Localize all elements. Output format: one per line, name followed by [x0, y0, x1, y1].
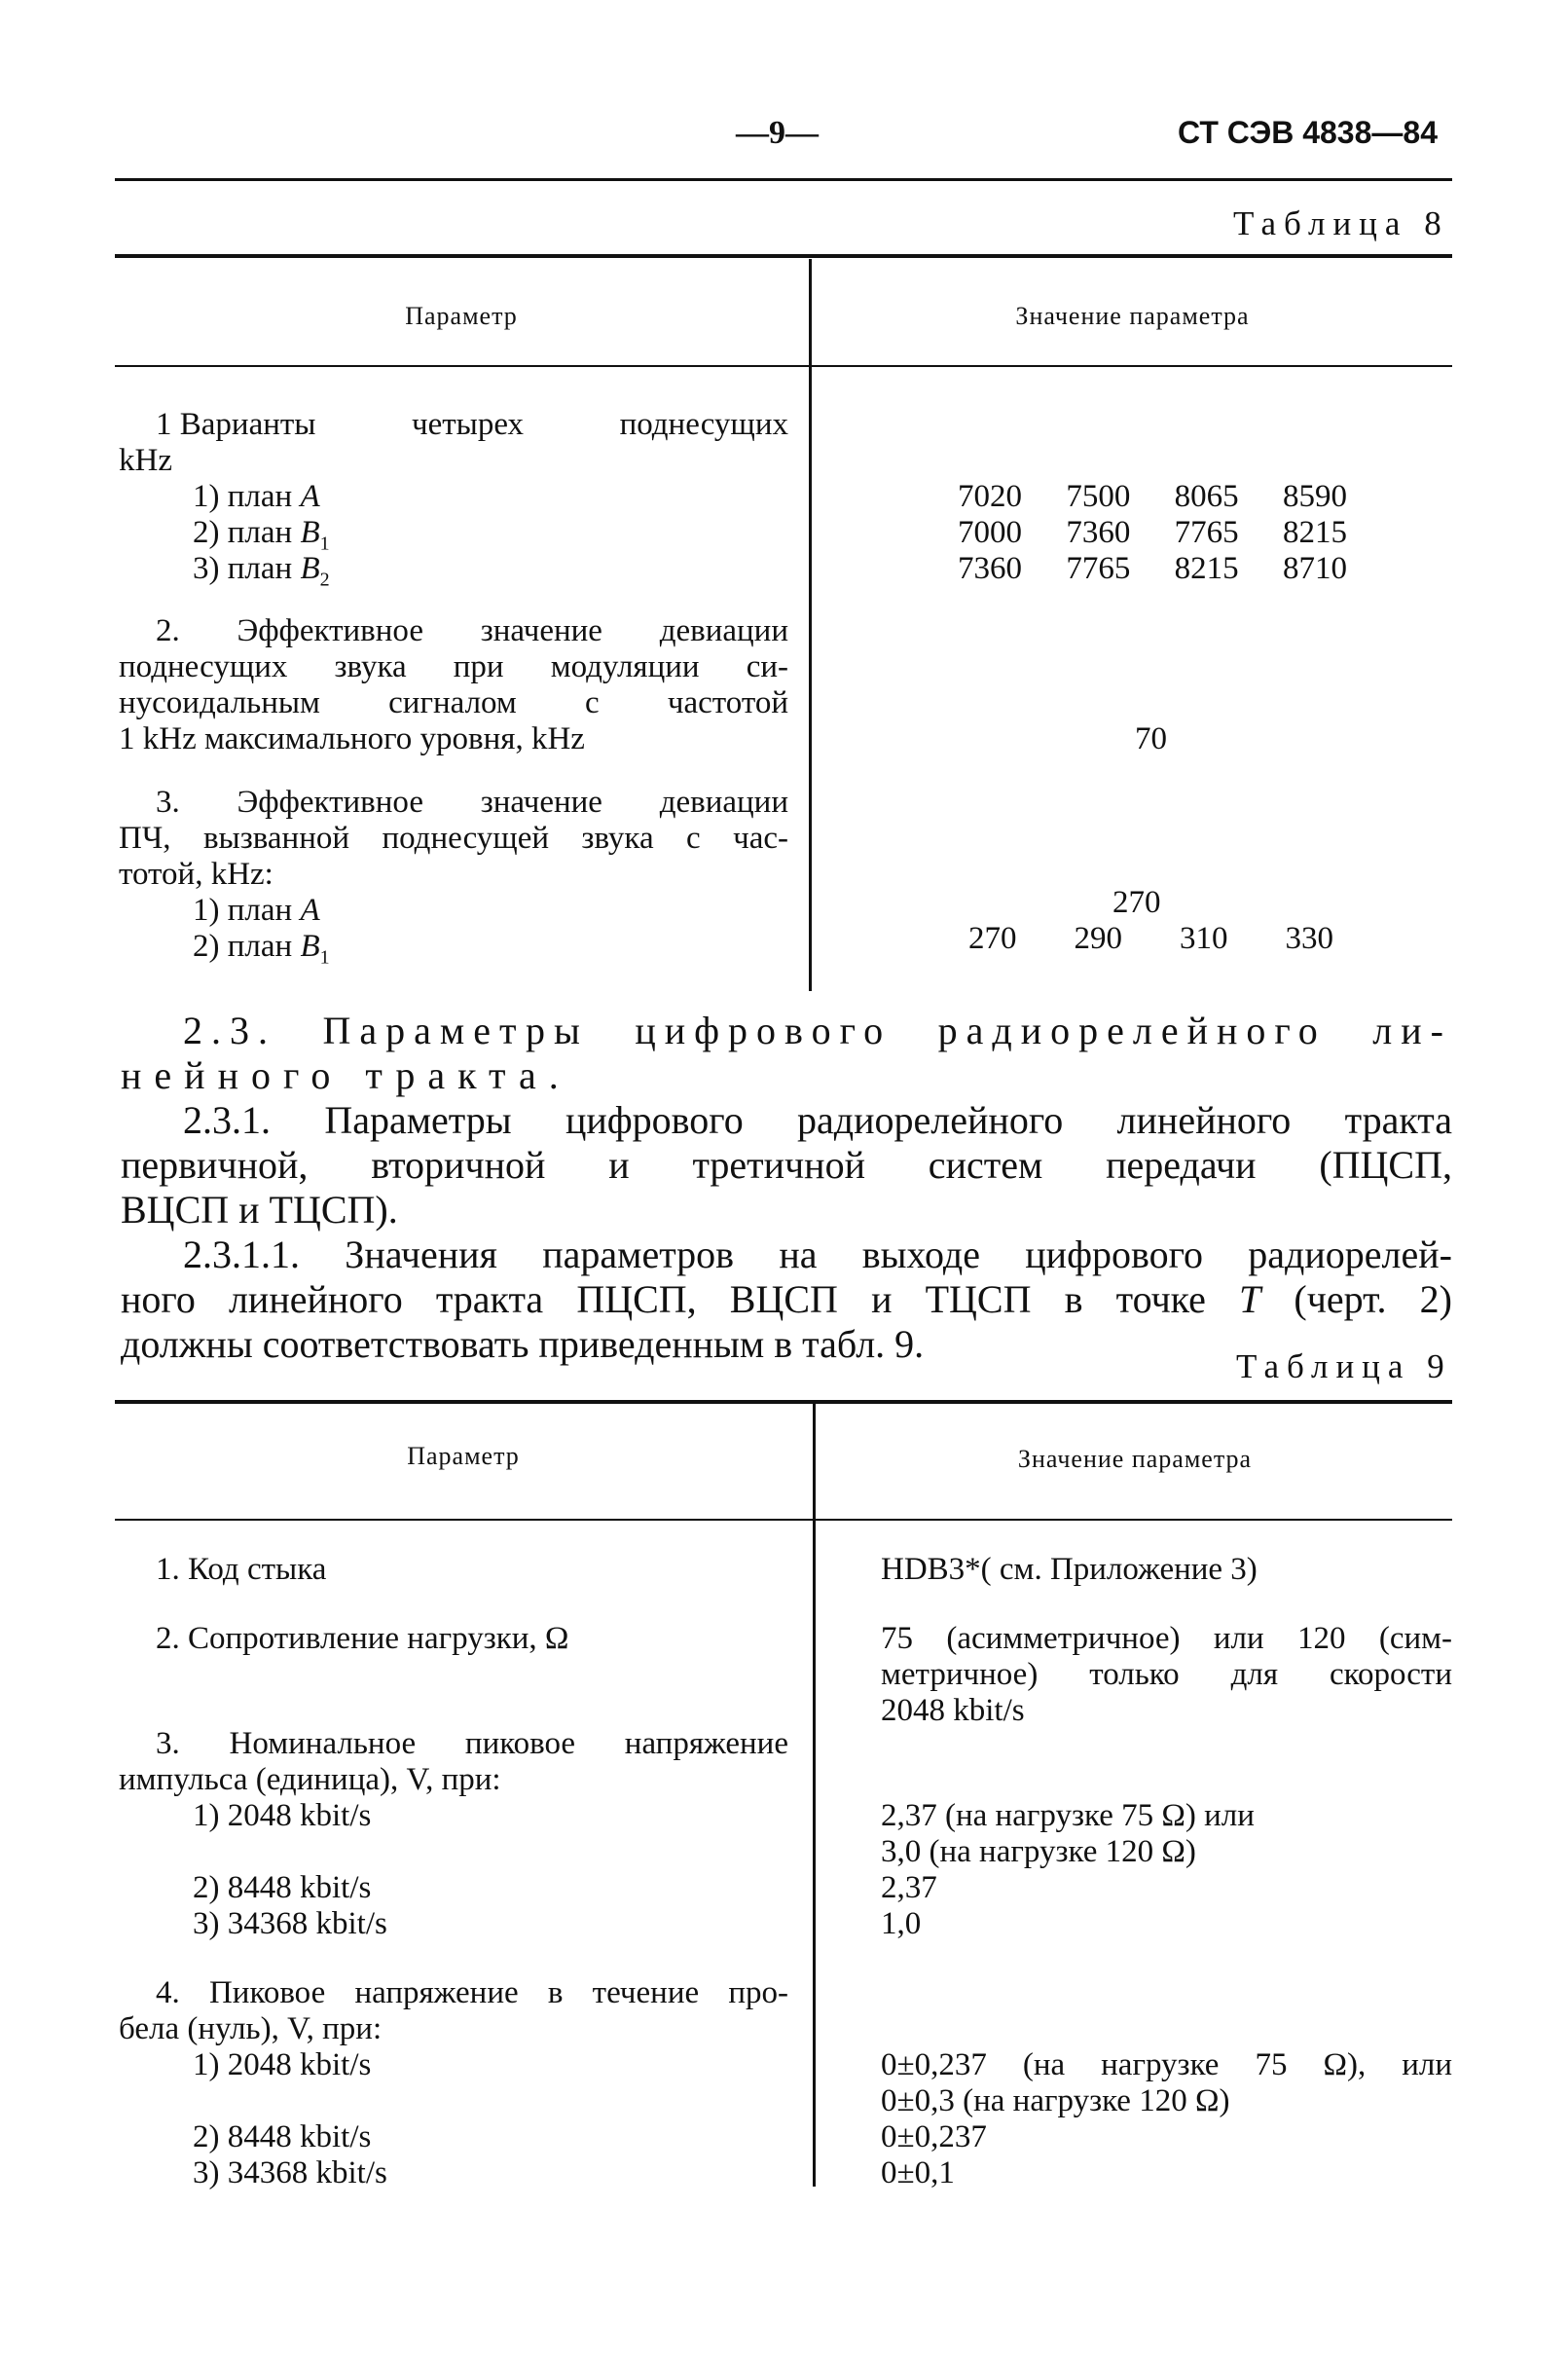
standard-number: СТ СЭВ 4838—84 — [1178, 115, 1438, 150]
table8-top-rule — [115, 254, 1452, 258]
t8-r1-plan-b2: 3) план $B_2$ — [193, 551, 330, 591]
t9-r2-value-line3: 2048 kbit/s — [881, 1693, 1025, 1728]
t8-r3-line1: 3. Эффективное значение девиации — [156, 785, 788, 820]
t8-r1-line2: kHz — [119, 443, 172, 478]
t8-r3-values-b1: 270 290 310 330 — [968, 921, 1333, 956]
table8-head-rule — [115, 365, 1452, 367]
table9-caption: Таблица 9 — [1236, 1347, 1452, 1385]
t9-r2-value-line1: 75 (асимметричное) или 120 (сим- — [881, 1621, 1452, 1656]
section-para-line2: первичной, вторичной и третичной систем передачи (ПЦСП, — [121, 1143, 1452, 1187]
section-para-line5: ного линейного тракта ПЦСП, ВЦСП и ТЦСП в точке T (черт. 2) — [121, 1277, 1452, 1321]
t9-r3-value1b: 3,0 (на нагрузке 120 Ω) — [881, 1834, 1196, 1869]
t9-r3-value3: 1,0 — [881, 1906, 922, 1941]
t9-r2-param: 2. Сопротивление нагрузки, Ω — [156, 1621, 569, 1656]
t8-r1-values-b2: 7360 7765 8215 8710 — [958, 551, 1347, 586]
t9-r4-item3: 3) 34368 kbit/s — [193, 2155, 387, 2190]
t9-r4-item2: 2) 8448 kbit/s — [193, 2119, 372, 2154]
table9-col-param: Параметр — [407, 1442, 520, 1470]
table8-caption: Таблица 8 — [1233, 204, 1449, 242]
t8-r1-word2: четырех — [411, 407, 525, 442]
section-para-line3: ВЦСП и ТЦСП). — [121, 1188, 398, 1232]
t9-r3-item1: 1) 2048 kbit/s — [193, 1798, 372, 1833]
table8-col-param: Параметр — [405, 302, 518, 330]
t8-r1-line1 — [156, 407, 788, 443]
table9-col-value: Значение параметра — [1017, 1445, 1253, 1473]
table9-top-rule — [115, 1400, 1452, 1404]
t8-r3-line3: тотой, kHz: — [119, 857, 273, 892]
t9-r3-line1: 3. Номинальное пиковое напряжение — [156, 1726, 788, 1761]
t8-r1-word3: поднесущих — [619, 407, 788, 442]
t9-r3-value2: 2,37 — [881, 1870, 937, 1905]
t8-r2-line3: нусоидальным сигналом с частотой — [119, 685, 788, 720]
table8-col-value: Значение параметра — [1015, 302, 1250, 330]
t9-r3-value1: 2,37 (на нагрузке 75 Ω) или — [881, 1798, 1255, 1833]
section-para-line6: должны соответствовать приведенным в табл. 9. — [121, 1322, 925, 1366]
section-heading-line1: 2.3. Параметры цифрового радиорелейного ли- — [183, 1009, 1452, 1052]
t8-r1-values-b1: 7000 7360 7765 8215 — [958, 515, 1347, 550]
table8-column-divider — [809, 259, 812, 991]
t8-r2-line1: 2. Эффективное значение девиации — [156, 613, 788, 648]
t9-r1-param: 1. Код стыка — [156, 1552, 327, 1587]
t9-r4-line1: 4. Пиковое напряжение в течение про- — [156, 1975, 788, 2010]
section-para-line1: 2.3.1. Параметры цифрового радиорелейного линейного тракта — [183, 1098, 1452, 1142]
t9-r4-item1: 1) 2048 kbit/s — [193, 2047, 372, 2082]
t8-r3-value-a: 270 — [1112, 885, 1161, 920]
t8-r3-plan-b1: 2) план $B_1$ — [193, 929, 330, 969]
section-heading-line2: нейного тракта. — [121, 1053, 571, 1097]
t8-r2-value: 70 — [1135, 721, 1167, 756]
section-para-line4: 2.3.1.1. Значения параметров на выходе цифрового радиорелей- — [183, 1233, 1452, 1276]
t9-r4-value3: 0±0,1 — [881, 2155, 955, 2190]
t9-r3-line2: импульса (единица), V, при: — [119, 1762, 501, 1797]
table9-head-rule — [115, 1519, 1452, 1521]
t8-r1-word1: 1 Варианты — [156, 407, 316, 442]
t9-r4-value1: 0±0,237 (на нагрузке 75 Ω), или — [881, 2047, 1452, 2082]
t8-r1-values-a: 7020 7500 8065 8590 — [958, 479, 1347, 514]
t8-r3-plan-a: 1) план A — [193, 893, 320, 928]
t9-r3-item2: 2) 8448 kbit/s — [193, 1870, 372, 1905]
header-rule — [115, 178, 1452, 181]
table9-column-divider — [813, 1404, 816, 2187]
t8-r2-line4: 1 kHz максимального уровня, kHz — [119, 721, 585, 756]
t9-r4-line2: бела (нуль), V, при: — [119, 2011, 383, 2046]
t9-r1-value: HDB3*( см. Приложение 3) — [881, 1552, 1258, 1587]
t9-r3-item3: 3) 34368 kbit/s — [193, 1906, 387, 1941]
t9-r4-value1b: 0±0,3 (на нагрузке 120 Ω) — [881, 2083, 1230, 2118]
t8-r3-line2: ПЧ, вызванной поднесущей звука с час- — [119, 821, 788, 856]
t9-r4-value2: 0±0,237 — [881, 2119, 987, 2154]
t8-r2-line2: поднесущих звука при модуляции си- — [119, 649, 788, 684]
t8-r1-plan-b1: 2) план $B_1$ — [193, 515, 330, 555]
t8-r1-plan-a: 1) план A — [193, 479, 320, 514]
page-number: —9— — [736, 115, 819, 151]
t9-r2-value-line2: метричное) только для скорости — [881, 1657, 1452, 1692]
